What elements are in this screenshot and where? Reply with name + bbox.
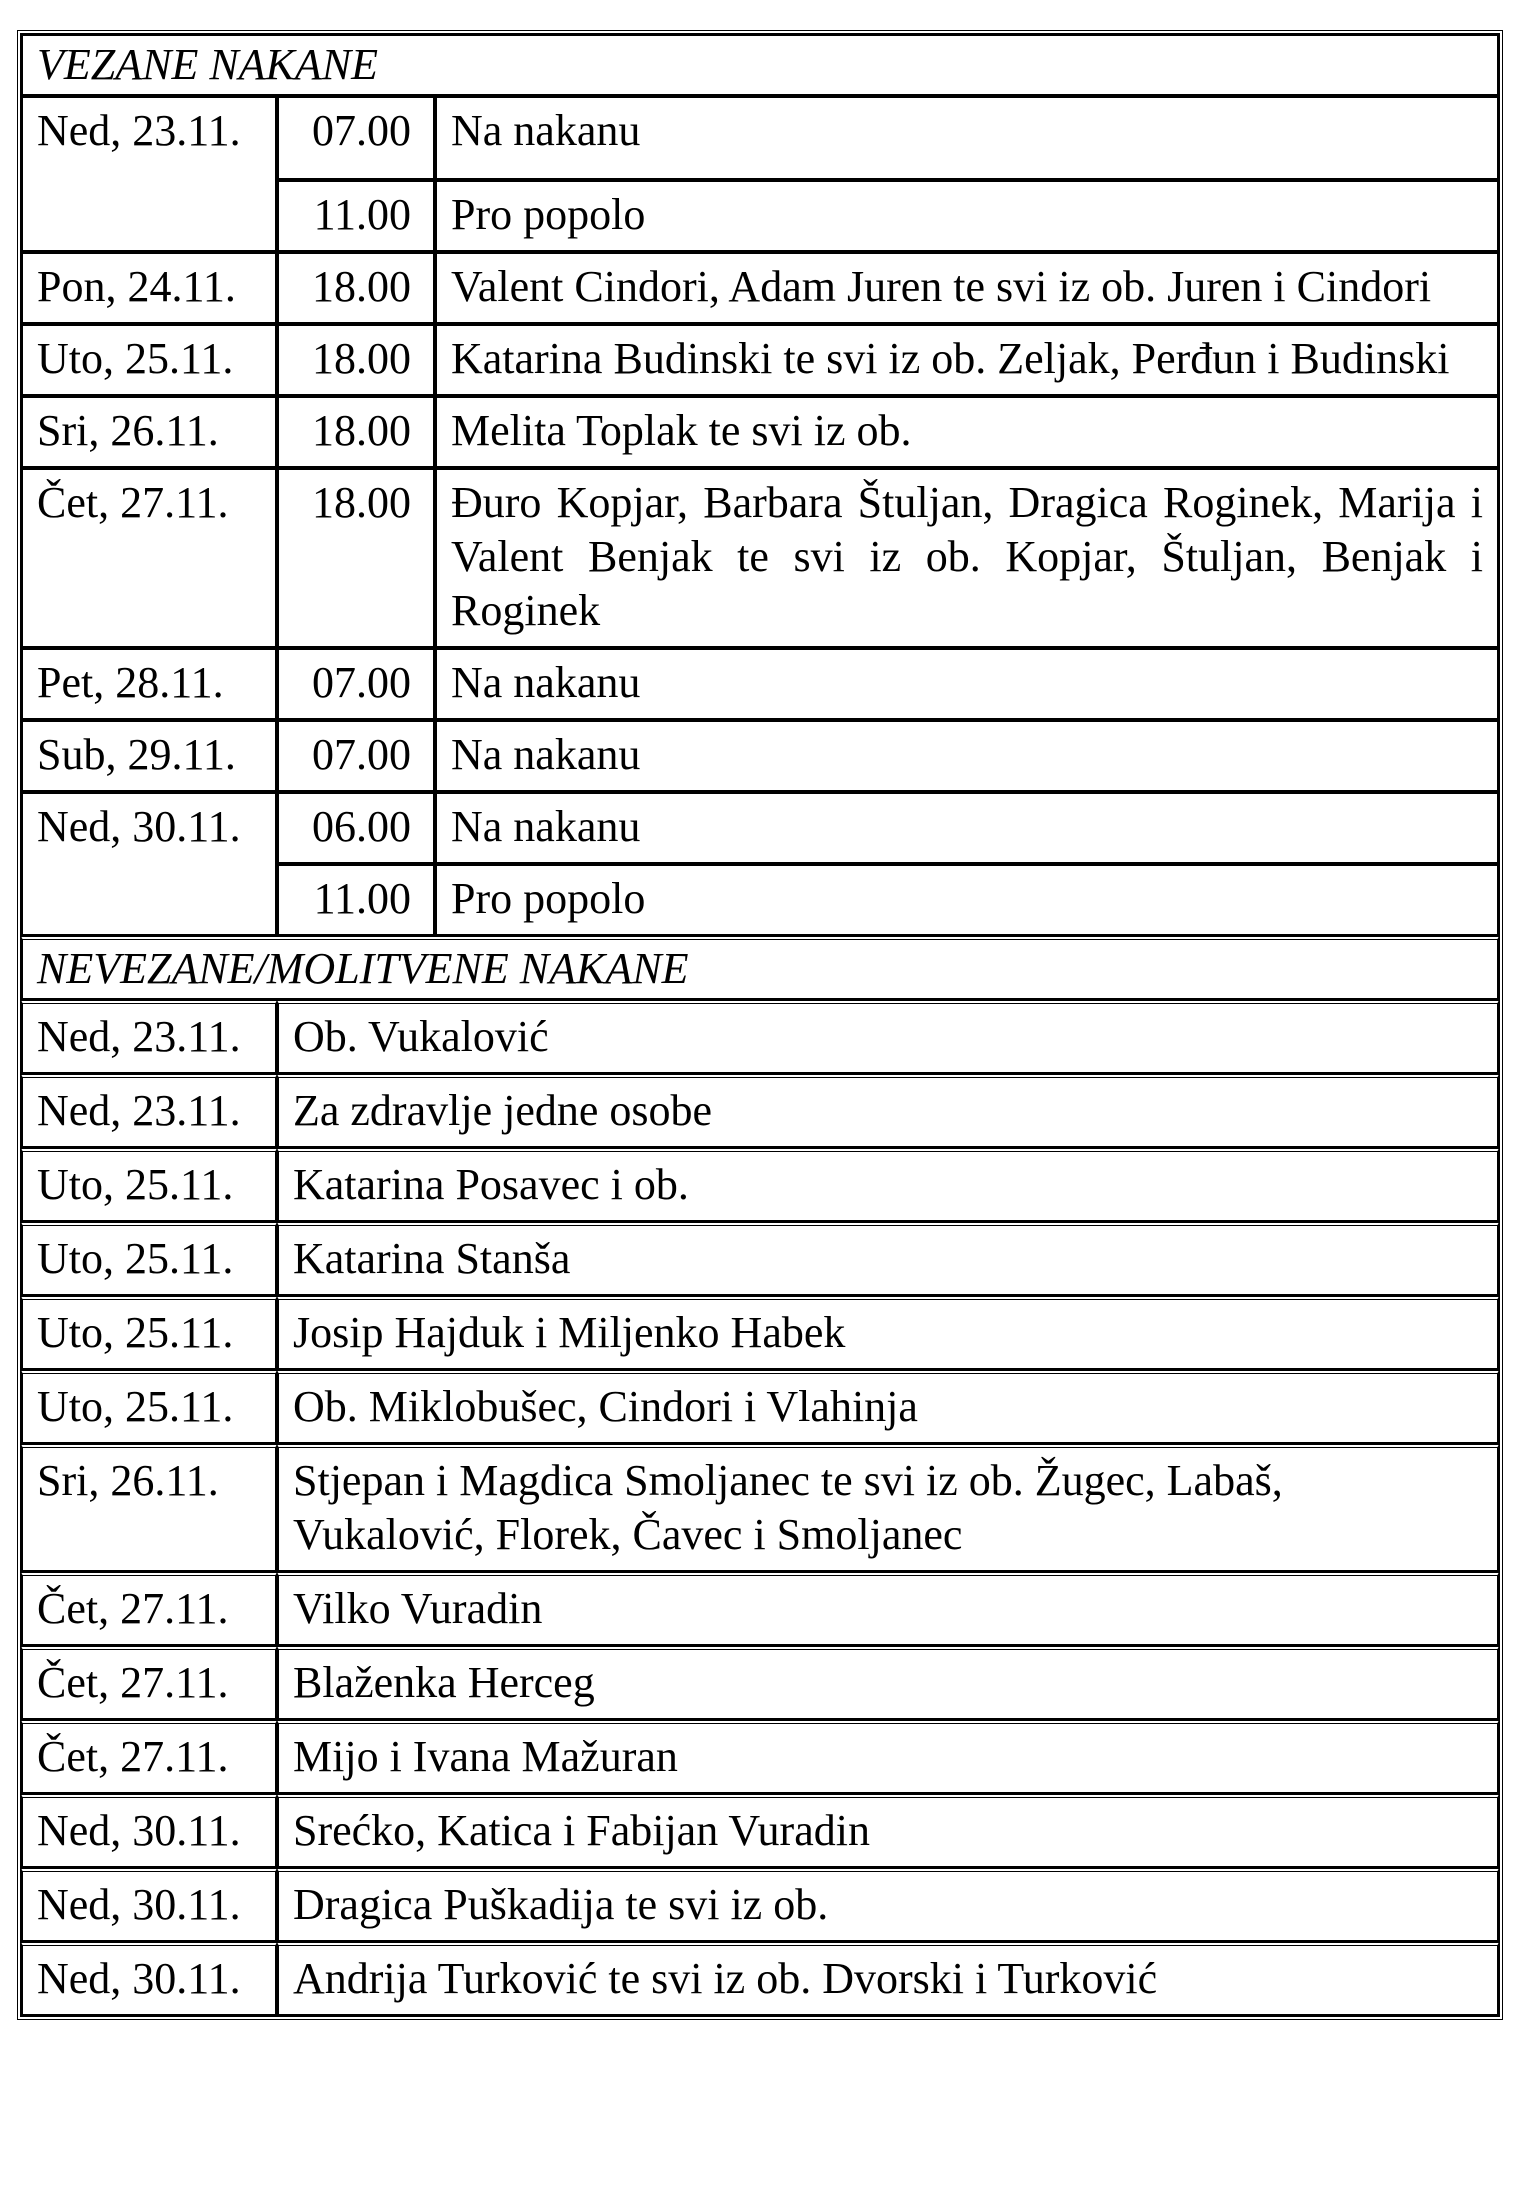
day-cell: Uto, 25.11.	[21, 1148, 277, 1222]
table-row	[21, 1074, 1499, 1148]
intent-cell: Valent Cindori, Adam Juren te svi iz ob. Juren i Cindori	[435, 252, 1499, 324]
intent-cell: Katarina Posavec i ob.	[277, 1148, 1499, 1222]
intent-cell: Za zdravlje jedne osobe	[277, 1074, 1499, 1148]
time-cell: 18.00	[277, 468, 435, 648]
intent-cell: Na nakanu	[435, 96, 1499, 180]
time-cell: 11.00	[277, 180, 435, 252]
intent-cell: Blaženka Herceg	[277, 1646, 1499, 1720]
intent-cell: Dragica Puškadija te svi iz ob.	[277, 1868, 1499, 1942]
day-cell: Uto, 25.11.	[21, 1222, 277, 1296]
intent-cell: Stjepan i Magdica Smoljanec te svi iz ob. Žugec, Labaš, Vukalović, Florek, Čavec i Smoljanec	[277, 1444, 1499, 1572]
day-cell: Čet, 27.11.	[21, 1572, 277, 1646]
day-cell: Pon, 24.11.	[21, 252, 277, 324]
time-cell: 18.00	[277, 252, 435, 324]
intent-cell: Katarina Budinski te svi iz ob. Zeljak, Perđun i Budinski	[435, 324, 1499, 396]
day-cell: Ned, 30.11.	[21, 1942, 277, 2016]
table-row	[21, 324, 1499, 396]
table-row	[21, 252, 1499, 324]
time-cell: 06.00	[277, 792, 435, 864]
intent-cell: Melita Toplak te svi iz ob.	[435, 396, 1499, 468]
time-cell: 18.00	[277, 396, 435, 468]
intent-cell: Pro popolo	[435, 864, 1499, 936]
vezane-heading-row	[21, 34, 1499, 96]
day-cell: Sub, 29.11.	[21, 720, 277, 792]
intent-cell: Na nakanu	[435, 792, 1499, 864]
time-cell: 07.00	[277, 648, 435, 720]
day-cell: Ned, 30.11.	[21, 792, 277, 936]
day-cell: Ned, 23.11.	[21, 1074, 277, 1148]
table-row	[21, 468, 1499, 648]
intent-cell: Josip Hajduk i Miljenko Habek	[277, 1296, 1499, 1370]
intent-cell: Vilko Vuradin	[277, 1572, 1499, 1646]
table-row	[21, 1222, 1499, 1296]
time-cell: 18.00	[277, 324, 435, 396]
nevezane-heading-row	[21, 936, 1499, 1000]
table-row	[21, 1370, 1499, 1444]
table-row	[21, 1868, 1499, 1942]
mass-intentions-document	[17, 30, 1503, 2020]
table-row	[21, 720, 1499, 792]
table-row	[21, 1148, 1499, 1222]
table-row	[21, 1000, 1499, 1074]
intent-cell: Katarina Stanša	[277, 1222, 1499, 1296]
day-cell: Uto, 25.11.	[21, 1296, 277, 1370]
day-cell: Čet, 27.11.	[21, 1646, 277, 1720]
table-row	[21, 96, 1499, 180]
day-cell: Ned, 23.11.	[21, 96, 277, 252]
intent-cell: Srećko, Katica i Fabijan Vuradin	[277, 1794, 1499, 1868]
table-row	[21, 396, 1499, 468]
table-row	[21, 1296, 1499, 1370]
day-cell: Uto, 25.11.	[21, 1370, 277, 1444]
table-row	[21, 1720, 1499, 1794]
intent-cell: Andrija Turković te svi iz ob. Dvorski i Turković	[277, 1942, 1499, 2016]
day-cell: Uto, 25.11.	[21, 324, 277, 396]
table-row	[21, 1646, 1499, 1720]
day-cell: Sri, 26.11.	[21, 1444, 277, 1572]
day-cell: Pet, 28.11.	[21, 648, 277, 720]
table-row	[21, 648, 1499, 720]
day-cell: Sri, 26.11.	[21, 396, 277, 468]
day-cell: Čet, 27.11.	[21, 468, 277, 648]
intent-cell: Na nakanu	[435, 648, 1499, 720]
intent-cell: Đuro Kopjar, Barbara Štuljan, Dragica Roginek, Marija i Valent Benjak te svi iz ob. Kopjar, Štuljan, Benjak i Roginek	[435, 468, 1499, 648]
mass-intentions-table	[17, 30, 1503, 2020]
intent-cell: Pro popolo	[435, 180, 1499, 252]
table-row	[21, 1572, 1499, 1646]
intent-cell: Ob. Miklobušec, Cindori i Vlahinja	[277, 1370, 1499, 1444]
time-cell: 07.00	[277, 96, 435, 180]
day-cell: Ned, 30.11.	[21, 1868, 277, 1942]
day-cell: Ned, 30.11.	[21, 1794, 277, 1868]
vezane-heading: VEZANE NAKANE	[21, 34, 1499, 96]
table-row	[21, 1444, 1499, 1572]
nevezane-heading: NEVEZANE/MOLITVENE NAKANE	[21, 936, 1499, 1000]
table-row	[21, 1942, 1499, 2016]
table-row	[21, 1794, 1499, 1868]
intent-cell: Na nakanu	[435, 720, 1499, 792]
table-row	[21, 792, 1499, 864]
intent-cell: Mijo i Ivana Mažuran	[277, 1720, 1499, 1794]
day-cell: Čet, 27.11.	[21, 1720, 277, 1794]
time-cell: 07.00	[277, 720, 435, 792]
intent-cell: Ob. Vukalović	[277, 1000, 1499, 1074]
time-cell: 11.00	[277, 864, 435, 936]
day-cell: Ned, 23.11.	[21, 1000, 277, 1074]
